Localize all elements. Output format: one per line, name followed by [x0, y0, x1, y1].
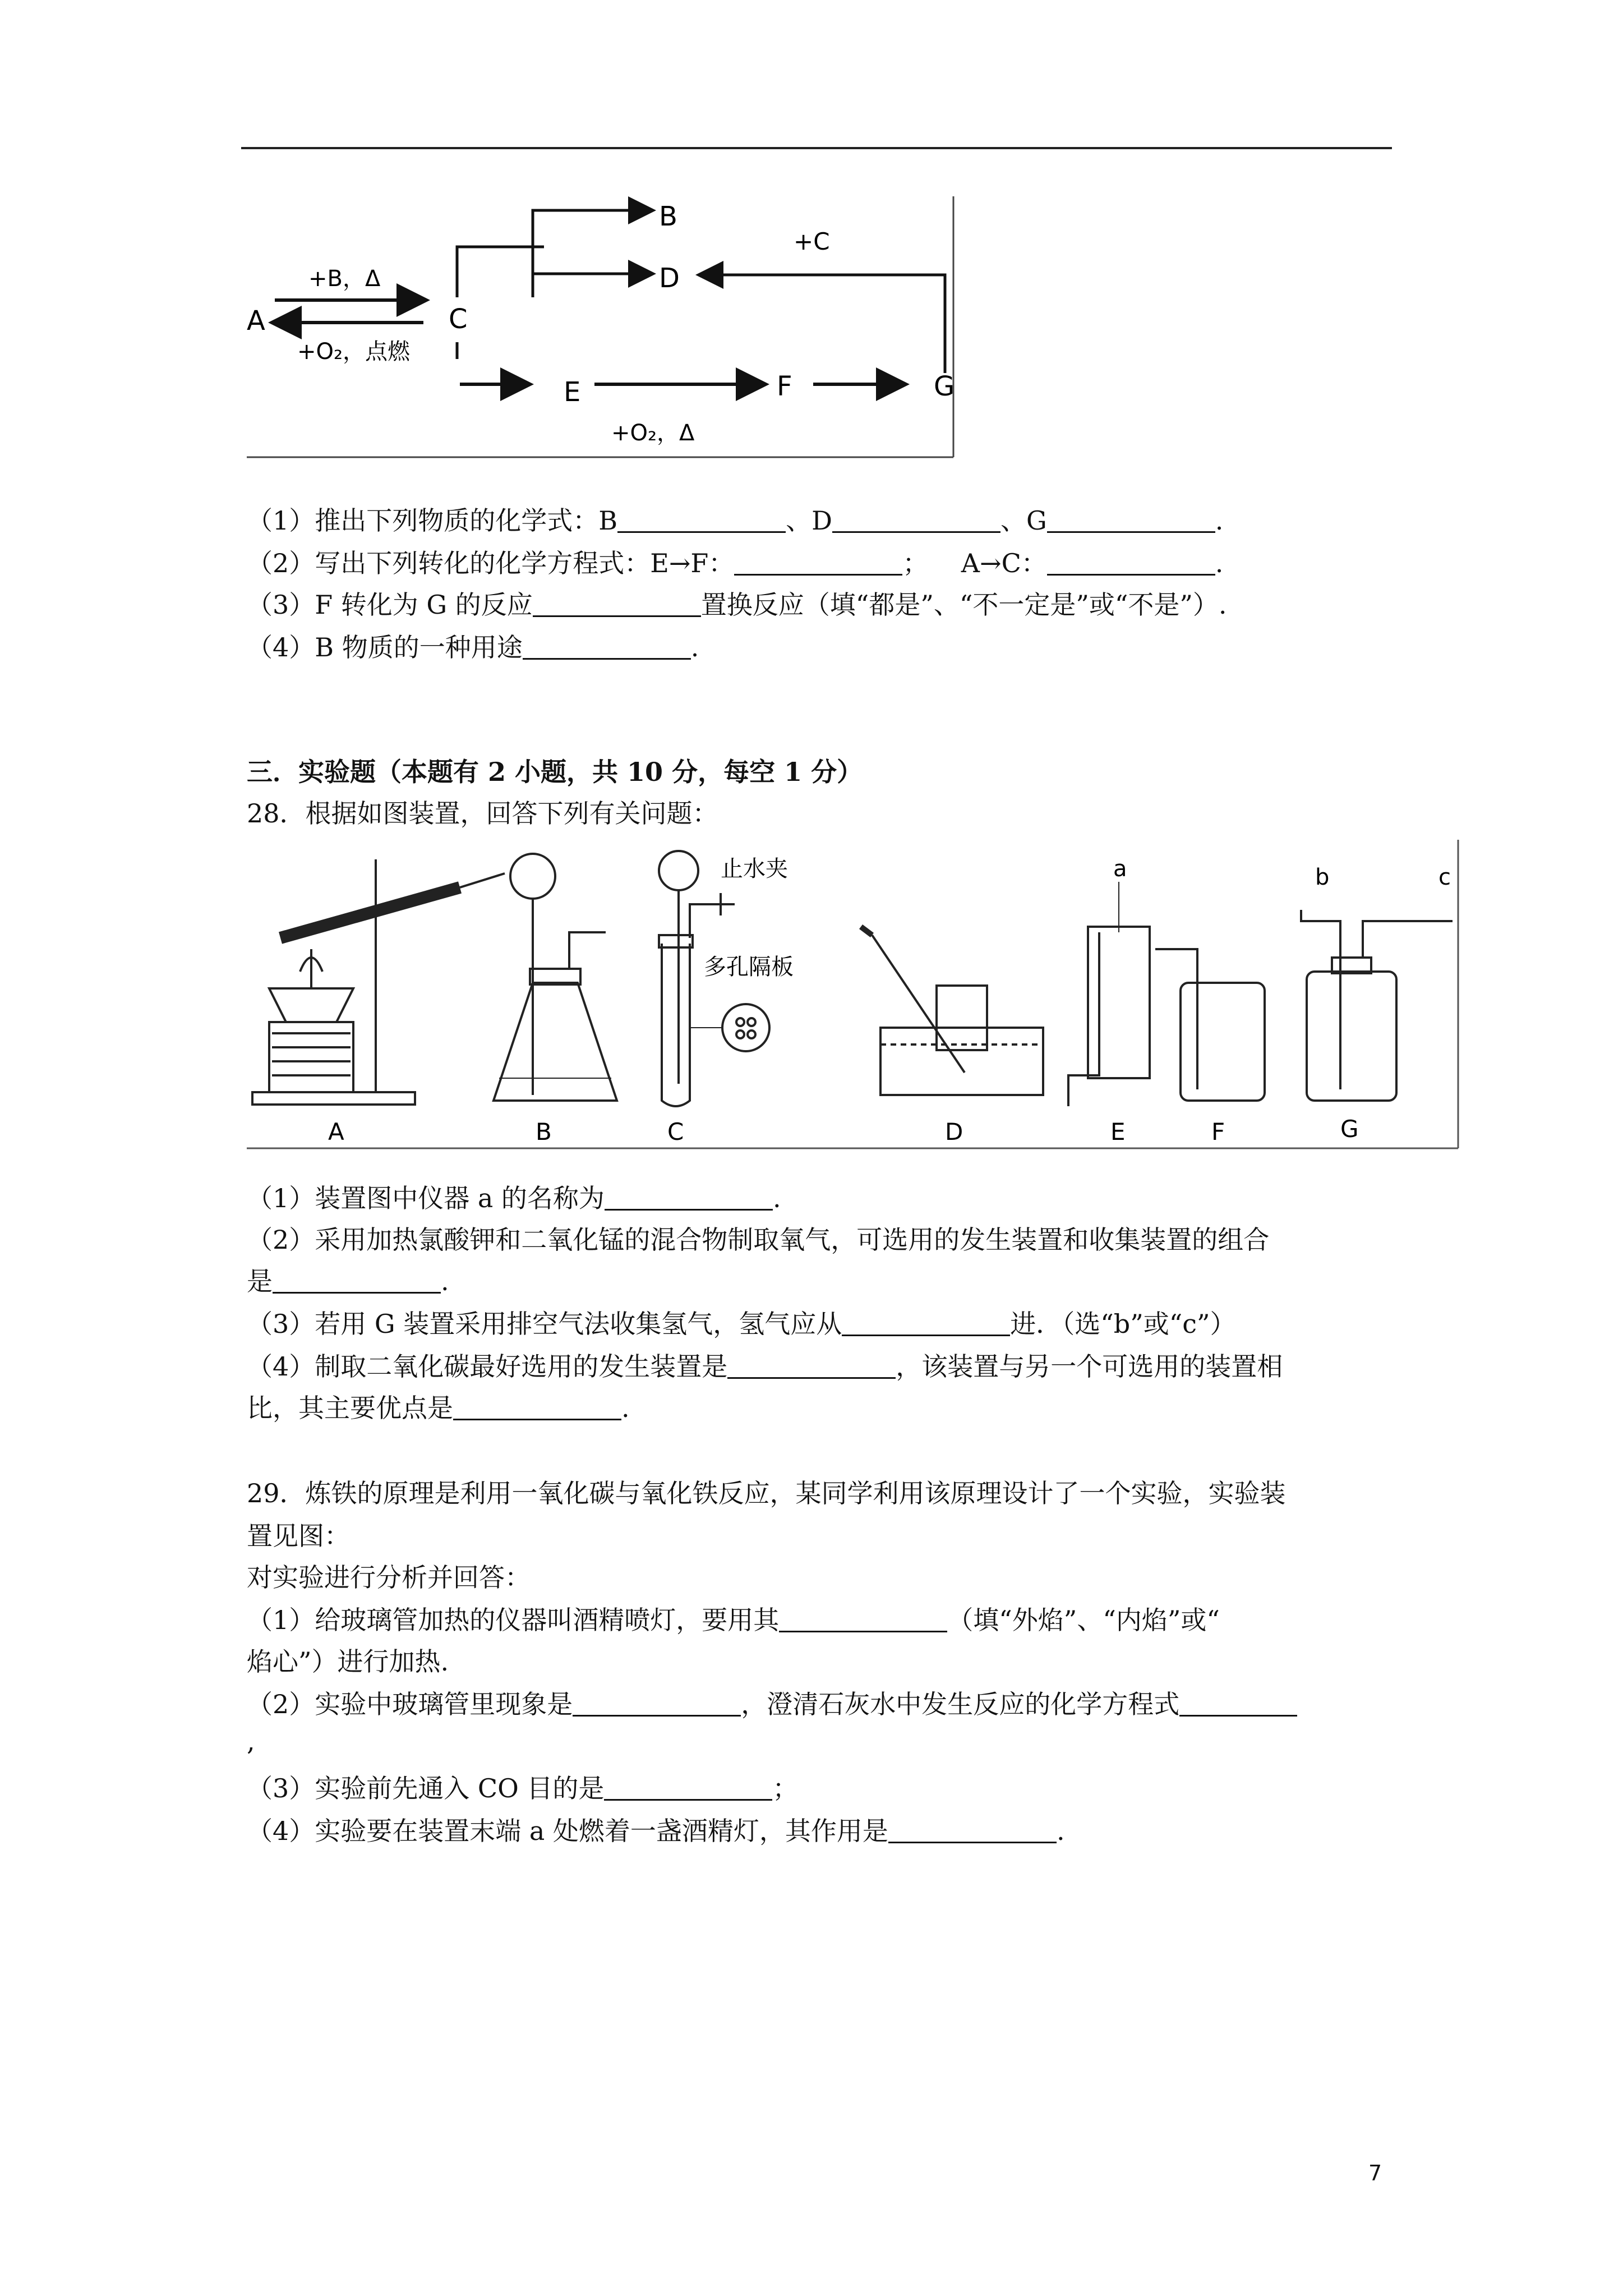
answer-blank[interactable] — [888, 1816, 1057, 1843]
node-A: A — [247, 305, 265, 337]
answer-blank[interactable] — [604, 1773, 772, 1801]
answer-blank[interactable] — [573, 1689, 741, 1717]
svg-text:b: b — [1315, 864, 1330, 890]
svg-text:G: G — [1340, 1115, 1359, 1143]
conversion-diagram — [241, 191, 965, 460]
answer-blank[interactable] — [727, 1351, 896, 1379]
apparatus-E — [1068, 882, 1150, 1106]
node-B: B — [659, 201, 677, 232]
svg-text:A: A — [328, 1118, 344, 1145]
answer-blank[interactable] — [779, 1605, 947, 1632]
label-e-to-f: +O₂，Δ — [611, 420, 695, 446]
answer-blank[interactable] — [832, 505, 1000, 533]
apparatus-diagram — [247, 837, 1464, 1151]
node-E: E — [564, 376, 581, 408]
header-rule — [241, 147, 1392, 149]
section-title: 三．实验题（本题有 2 小题，共 10 分，每空 1 分） — [247, 757, 863, 787]
answer-blank[interactable] — [1179, 1689, 1297, 1717]
answer-blank[interactable] — [533, 590, 701, 617]
label-g-to-d: +C — [794, 228, 830, 255]
svg-text:a: a — [1113, 856, 1127, 882]
answer-blank[interactable] — [523, 632, 691, 660]
svg-text:F: F — [1211, 1118, 1225, 1145]
answer-blank[interactable] — [453, 1393, 621, 1420]
q27-item-1: （1）推出下列物质的化学式：B 、D 、G . — [247, 505, 1224, 536]
node-D: D — [659, 263, 680, 294]
svg-text:止水夹: 止水夹 — [721, 856, 788, 882]
q28-item-1: （1）装置图中仪器 a 的名称为 . — [247, 1183, 781, 1213]
q28-stem: 28．根据如图装置，回答下列有关问题： — [247, 798, 718, 829]
q29-item-3: （3）实验前先通入 CO 目的是 ； — [247, 1773, 799, 1803]
q29-stem-line2: 置见图： — [247, 1521, 350, 1551]
label-a-to-c: +B，Δ — [308, 266, 381, 292]
svg-text:E: E — [1110, 1118, 1126, 1145]
node-C: C — [449, 303, 468, 335]
svg-text:B: B — [536, 1118, 552, 1145]
q27-item-3: （3）F 转化为 G 的反应 置换反应（填“都是”、“不一定是”或“不是”）. — [247, 590, 1227, 620]
q29-stem-line1: 29．炼铁的原理是利用一氧化碳与氧化铁反应，某同学利用该原理设计了一个实验，实验装 — [247, 1478, 1286, 1508]
answer-blank[interactable] — [617, 505, 786, 533]
q28-item-4-line2: 比，其主要优点是 . — [247, 1393, 630, 1423]
q29-item-4: （4）实验要在装置末端 a 处燃着一盏酒精灯，其作用是 . — [247, 1816, 1065, 1846]
answer-blank[interactable] — [842, 1309, 1010, 1336]
svg-text:c: c — [1438, 864, 1451, 890]
page-number: 7 — [1368, 2161, 1382, 2185]
label-c-to-a: +O₂，点燃 — [297, 339, 411, 365]
q29-stem-line3: 对实验进行分析并回答： — [247, 1562, 531, 1593]
answer-blank[interactable] — [734, 548, 902, 576]
q29-item-1-line1: （1）给玻璃管加热的仪器叫酒精喷灯，要用其 （填“外焰”、“内焰”或“ — [247, 1605, 1220, 1635]
q27-item-4: （4）B 物质的一种用途 . — [247, 632, 699, 662]
node-G: G — [934, 371, 955, 402]
answer-blank[interactable] — [605, 1183, 773, 1211]
q28-item-2-line1: （2）采用加热氯酸钾和二氧化锰的混合物制取氧气，可选用的发生装置和收集装置的组合 — [247, 1225, 1270, 1255]
apparatus-B — [494, 854, 617, 1101]
answer-blank[interactable] — [1047, 548, 1215, 576]
q27-item-2: （2）写出下列转化的化学方程式：E→F： ； A→C： . — [247, 548, 1224, 578]
q29-item-2-line2: , — [247, 1726, 255, 1756]
q29-item-1-line2: 焰心”）进行加热. — [247, 1646, 449, 1677]
q28-item-3: （3）若用 G 装置采用排空气法收集氢气，氢气应从 进．（选“b”或“c”） — [247, 1309, 1236, 1339]
answer-blank[interactable] — [1047, 505, 1215, 533]
apparatus-A — [252, 859, 505, 1105]
node-F: F — [777, 371, 792, 402]
q29-item-2-line1: （2）实验中玻璃管里现象是 ，澄清石灰水中发生反应的化学方程式 — [247, 1686, 1297, 1722]
apparatus-G — [1301, 910, 1453, 1101]
apparatus-F — [1155, 949, 1265, 1101]
q28-item-4-line1: （4）制取二氧化碳最好选用的发生装置是 ，该装置与另一个可选用的装置相 — [247, 1351, 1283, 1382]
answer-blank[interactable] — [273, 1266, 441, 1294]
svg-text:多孔隔板: 多孔隔板 — [704, 954, 794, 980]
svg-text:C: C — [667, 1118, 684, 1145]
apparatus-D — [861, 927, 1043, 1095]
svg-text:D: D — [945, 1118, 963, 1145]
q28-item-2-line2: 是 . — [247, 1266, 449, 1296]
